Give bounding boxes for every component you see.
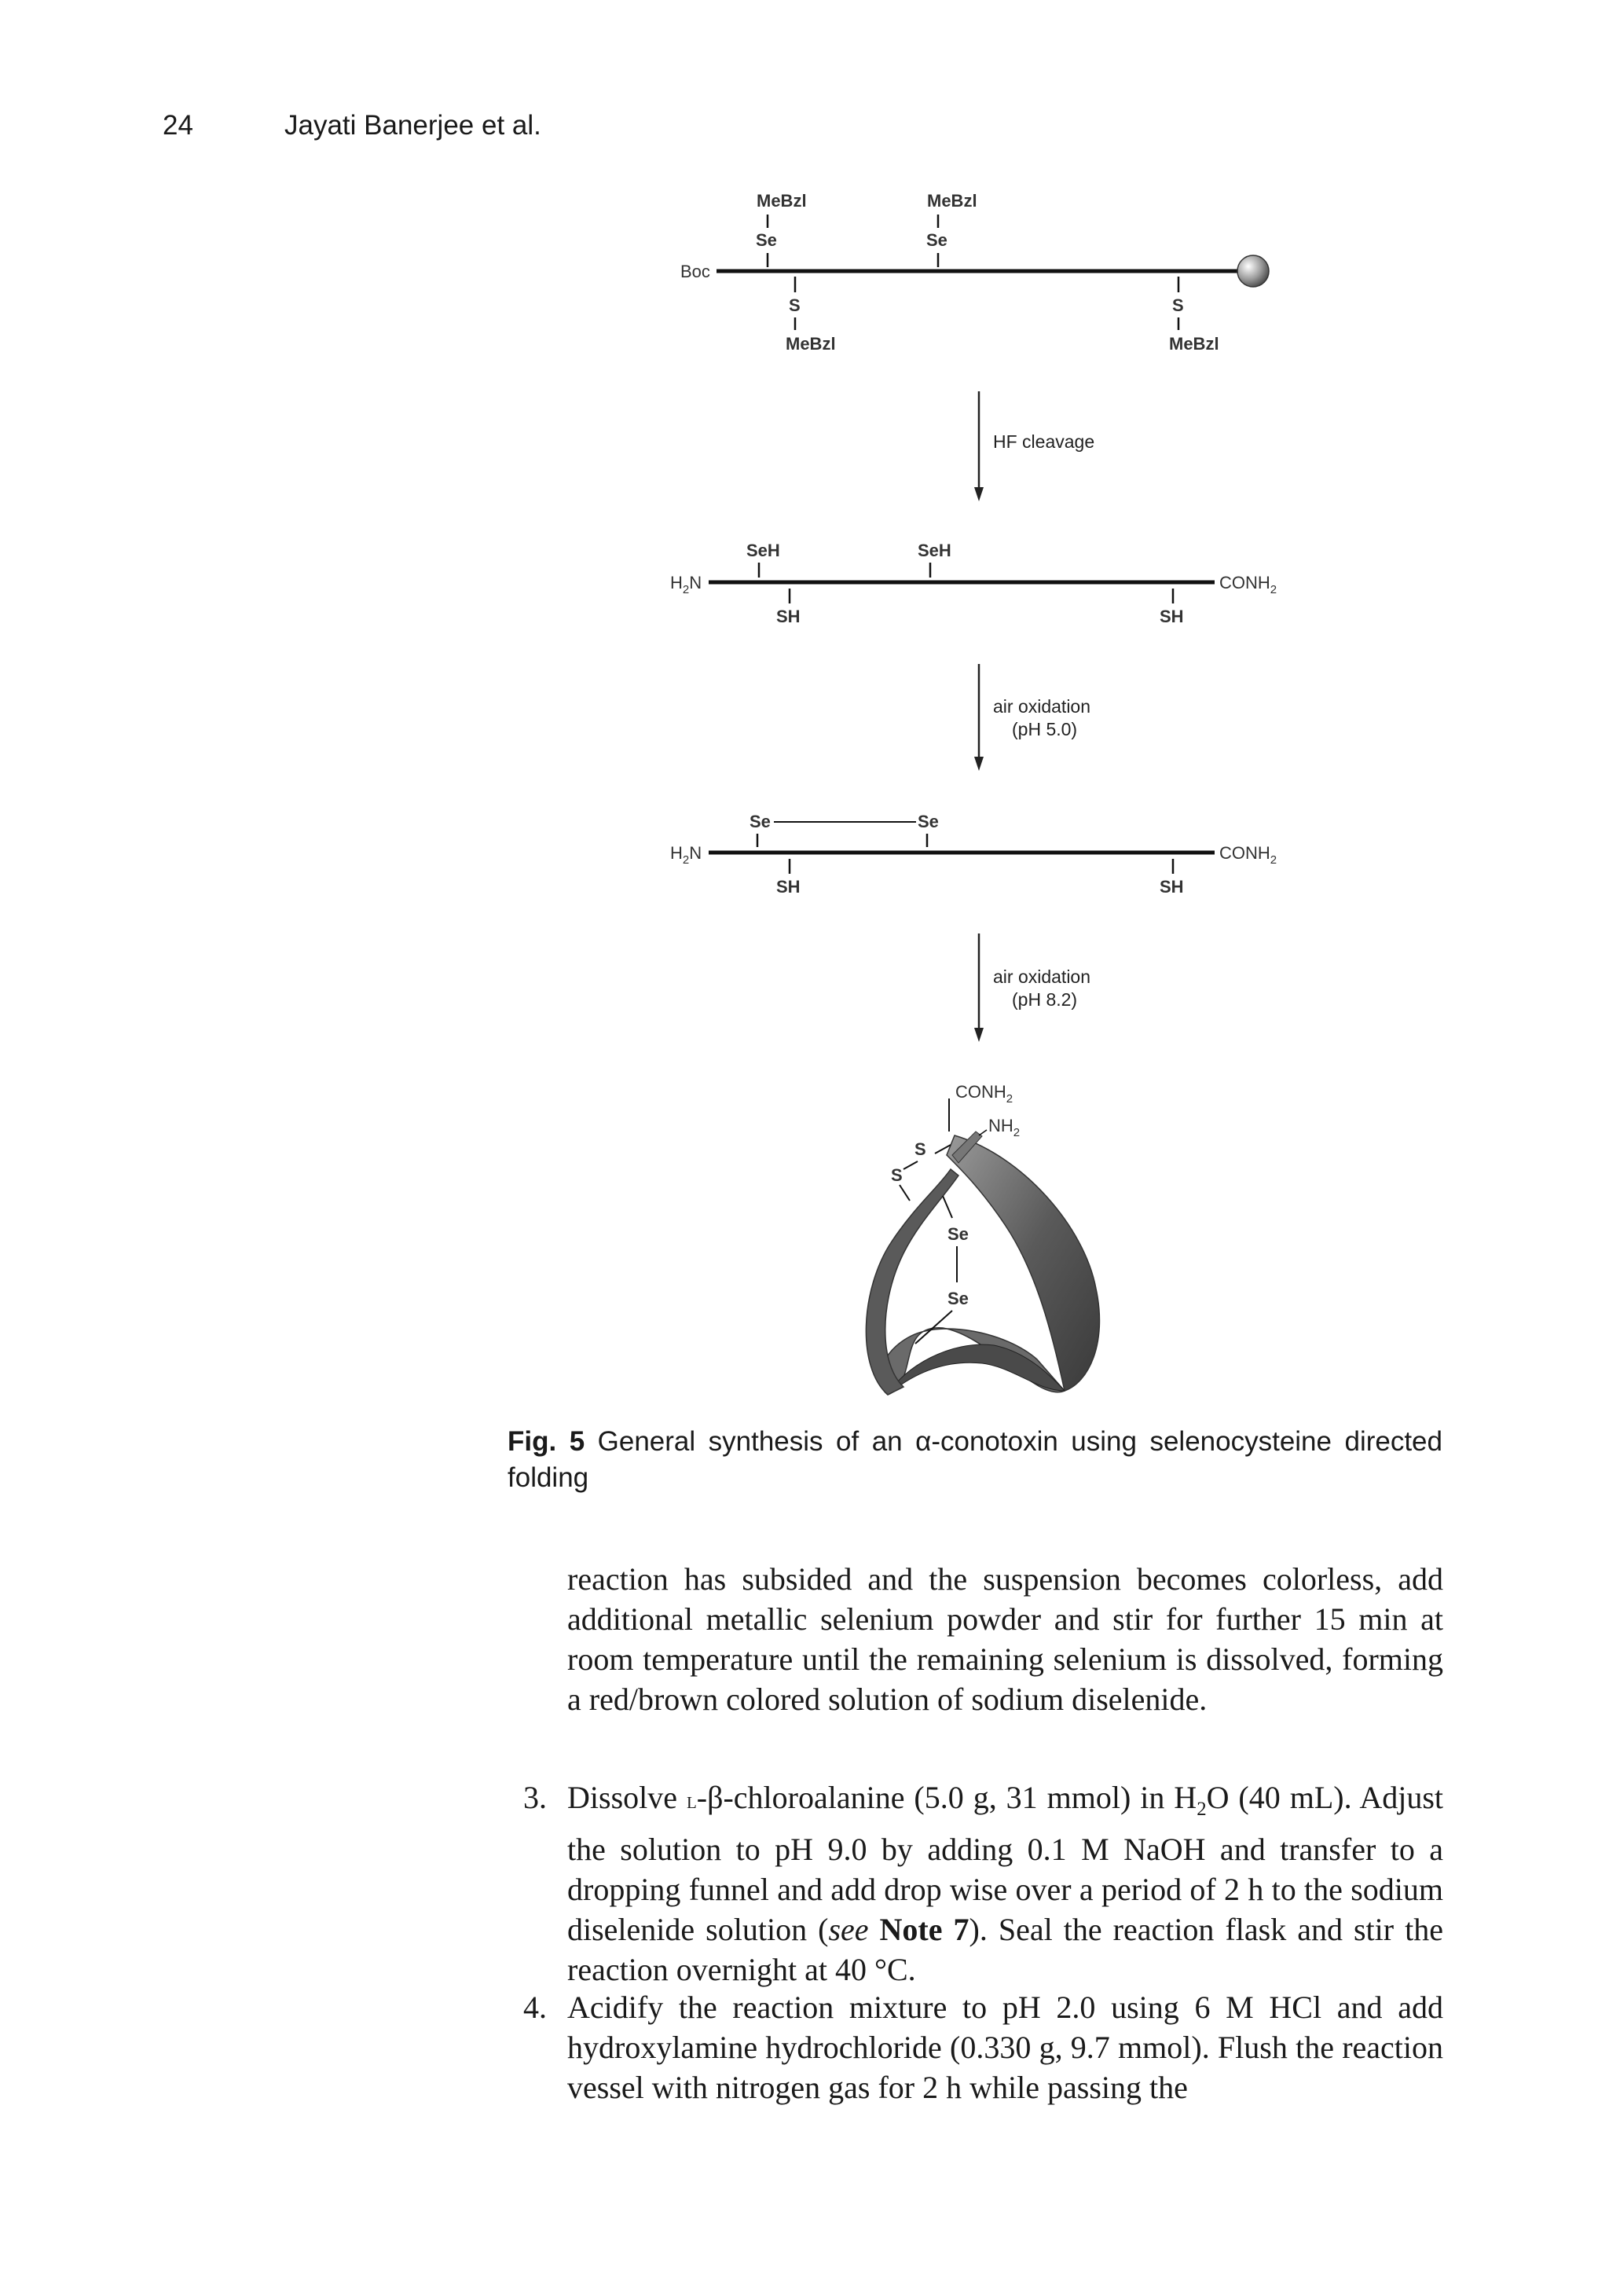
step-label-ph: (pH 8.2) bbox=[1012, 989, 1078, 1010]
s-label: S bbox=[891, 1165, 903, 1185]
figure-label: Fig. 5 bbox=[508, 1426, 585, 1457]
resin-bead bbox=[1237, 255, 1269, 287]
figure-caption-text: General synthesis of an α-conotoxin using selenocysteine directed folding bbox=[508, 1426, 1442, 1493]
list-item-number: 4. bbox=[523, 1990, 547, 2025]
body-paragraph-text: reaction has subsided and the suspension becomes colorless, add additional metallic selenium powder and stir for further 15 min at room temperature until the remaining selenium is dissolved, forming a red/brown colored solution of sodium diselenide. bbox=[567, 1561, 1443, 1717]
sh-label: SH bbox=[1160, 607, 1184, 626]
amine-terminus-label: $H_2N$ bbox=[670, 573, 702, 596]
figure-caption bbox=[508, 1424, 1442, 1496]
amine-terminus-label: $NH_2$ bbox=[988, 1116, 1021, 1139]
folded-conotoxin-ribbon bbox=[866, 1082, 1099, 1395]
step-label-air-oxidation: air oxidation bbox=[993, 966, 1091, 987]
s-label: S bbox=[789, 295, 801, 315]
list-item-text: Dissolve l-β-chloroalanine (5.0 g, 31 mmol) in $H_2O$ (40 mL). Adjust the solution to pH 9.0 by adding 0.1 M NaOH and transfer to a dropping funnel and add drop wise over a period of 2 h to the sodium diselenide solution (see Note 7). Seal the reaction flask and stir the reaction overnight at 40 °C. bbox=[567, 1780, 1444, 1987]
step-label-hf-cleavage: HF cleavage bbox=[993, 431, 1095, 452]
diselenide-peptide-structure bbox=[670, 812, 1277, 897]
reaction-arrow-hf-cleavage bbox=[974, 391, 1094, 501]
mebzl-label: MeBzl bbox=[927, 191, 977, 211]
reaction-arrow-oxidation-ph8 bbox=[974, 933, 1090, 1042]
boc-label: Boc bbox=[680, 262, 710, 281]
reaction-arrow-oxidation-ph5 bbox=[974, 664, 1090, 771]
mebzl-label: MeBzl bbox=[786, 334, 836, 354]
running-header-authors: Jayati Banerjee et al. bbox=[284, 110, 541, 141]
se-label: Se bbox=[947, 1289, 969, 1308]
s-label: S bbox=[1172, 295, 1184, 315]
seh-label: SeH bbox=[918, 541, 951, 560]
linear-peptide-structure bbox=[670, 541, 1277, 626]
note-reference[interactable]: Note 7 bbox=[868, 1912, 969, 1947]
step-label-air-oxidation: air oxidation bbox=[993, 696, 1091, 717]
mebzl-label: MeBzl bbox=[757, 191, 807, 211]
amide-terminus-label: $CONH_2$ bbox=[1219, 843, 1277, 867]
se-label: Se bbox=[750, 812, 771, 831]
s-label: S bbox=[914, 1139, 926, 1159]
list-item-text: Acidify the reaction mixture to pH 2.0 using 6 M HCl and add hydroxylamine hydrochloride (0.330 g, 9.7 mmol). Flush the reaction vessel with nitrogen gas for 2 h while passing the bbox=[567, 1990, 1443, 2105]
amine-terminus-label: $H_2N$ bbox=[670, 843, 702, 867]
amide-terminus-label: $CONH_2$ bbox=[1219, 573, 1277, 596]
sh-label: SH bbox=[776, 877, 801, 897]
protected-peptide-structure bbox=[680, 191, 1269, 354]
list-item-number: 3. bbox=[523, 1780, 547, 1815]
seh-label: SeH bbox=[746, 541, 780, 560]
sh-label: SH bbox=[776, 607, 801, 626]
body-paragraph bbox=[567, 1559, 1443, 1719]
mebzl-label: MeBzl bbox=[1169, 334, 1219, 354]
se-label: Se bbox=[926, 230, 947, 250]
step-label-ph: (pH 5.0) bbox=[1012, 719, 1078, 739]
se-label: Se bbox=[947, 1224, 969, 1244]
amide-terminus-label: $CONH_2$ bbox=[955, 1082, 1013, 1106]
sh-label: SH bbox=[1160, 877, 1184, 897]
se-label: Se bbox=[918, 812, 939, 831]
se-label: Se bbox=[756, 230, 777, 250]
page-number: 24 bbox=[163, 110, 193, 141]
